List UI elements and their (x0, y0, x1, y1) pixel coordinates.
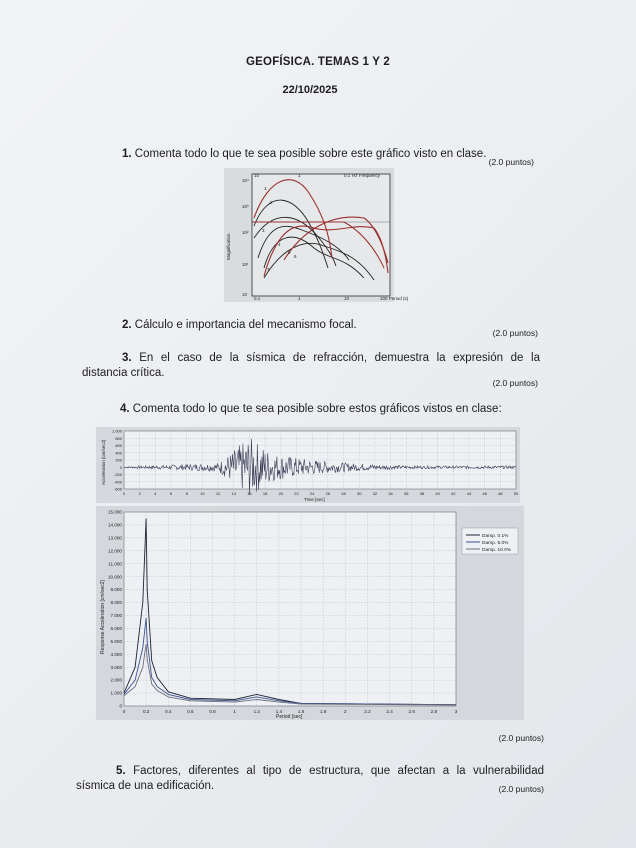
question-3-text-line-1: En el caso de la sísmica de refracción, demuestra la expresión de la (139, 352, 540, 364)
rs-y-tick: 3.000 (110, 664, 122, 670)
question-3-points: (2.0 puntos) (492, 378, 538, 388)
acc-x-tick: 24 (309, 491, 315, 496)
rs-y-tick: 12.000 (107, 548, 122, 554)
acc-y-tick: 1.000 (111, 428, 122, 434)
question-1-number: 1. (122, 148, 132, 160)
acc-x-tick: 50 (513, 491, 519, 496)
acc-x-tick: 40 (435, 491, 440, 496)
curve-label-6: 6 (294, 254, 297, 259)
fig1-y-tick: 10³ (242, 204, 249, 209)
question-3-text-line-2: distancia crítica. (82, 367, 165, 379)
rs-y-tick: 14.000 (107, 522, 122, 528)
rs-y-tick: 15.000 (107, 509, 122, 515)
acc-x-tick: 10 (200, 491, 205, 496)
rs-x-tick: 1 (233, 709, 236, 714)
accelerogram-chart (96, 427, 520, 503)
acc-x-tick: 38 (419, 491, 425, 496)
question-5-number: 5. (116, 765, 126, 777)
acc-x-tick: 22 (294, 491, 299, 496)
question-5-text-line-1: Factores, diferentes al tipo de estructura, que afectan a la vulnerabilidad (133, 765, 544, 777)
acc-x-tick: 34 (388, 491, 393, 496)
fig1-y-tick: 10¹ (242, 262, 249, 267)
accelerogram-y-axis-label: Acceleration [cm/sec2] (101, 439, 106, 485)
acc-x-tick: 42 (451, 491, 456, 496)
spectrum-x-axis-label: Period [sec] (276, 714, 303, 720)
rs-x-tick: 1.8 (320, 709, 327, 714)
exam-title: GEOFÍSICA. TEMAS 1 Y 2 (246, 56, 390, 68)
rs-x-tick: 2.8 (430, 709, 438, 714)
acc-x-tick: 36 (404, 491, 409, 496)
acc-x-tick: 48 (498, 491, 503, 496)
curve-label-1: 1 (264, 186, 267, 191)
rs-y-tick: 1.000 (110, 690, 122, 696)
acc-x-tick: 12 (215, 491, 221, 496)
rs-x-tick: 0.4 (165, 709, 172, 714)
rs-x-tick: 1.2 (253, 709, 260, 714)
acc-x-tick: 0 (122, 491, 126, 496)
acc-y-tick: -600 (113, 486, 122, 492)
rs-y-tick: 4.000 (110, 651, 122, 657)
acc-y-tick: 200 (115, 457, 122, 463)
curve-label-7: 7 (267, 267, 270, 272)
acc-y-tick: 400 (115, 450, 122, 456)
question-3-number: 3. (122, 352, 132, 364)
rs-x-tick: 0.6 (187, 709, 194, 714)
question-4-points: (2.0 puntos) (498, 733, 544, 743)
acc-x-tick: 30 (356, 491, 362, 496)
fig1-y-tick: 10² (242, 230, 249, 235)
acc-y-tick: 600 (115, 443, 122, 448)
response-spectrum-chart (96, 506, 524, 720)
rs-y-tick: 9.000 (110, 587, 122, 593)
question-2-text: Cálculo e importancia del mecanismo focal. (134, 319, 357, 331)
question-4-number: 4. (120, 403, 130, 415)
question-1 (122, 147, 502, 162)
rs-x-tick: 1.6 (297, 709, 305, 714)
curve-label-3: 3 (262, 228, 265, 233)
top-axis-label: Hz Frequency (352, 173, 381, 178)
question-2-number: 2. (122, 319, 132, 331)
figure-accelerogram (96, 427, 520, 503)
question-5-points: (2.0 puntos) (498, 784, 544, 794)
fig1-x-tick: 1 (298, 296, 301, 301)
figure-seismograph-response (224, 168, 409, 302)
rs-x-tick: 3 (454, 709, 458, 714)
rs-x-tick: 2.2 (364, 709, 371, 714)
acc-x-tick: 26 (325, 491, 331, 496)
rs-x-tick: 2.4 (386, 709, 393, 714)
curve-label-5: 5 (288, 250, 291, 255)
curve-label-4: 4 (278, 242, 281, 247)
rs-y-tick: 8.000 (110, 600, 122, 606)
seismograph-response-chart (224, 168, 409, 302)
legend-damp-10-0: Damp. 10.0% (482, 548, 512, 553)
question-3-line-1 (122, 351, 540, 366)
acc-x-tick: 18 (262, 491, 268, 496)
rs-x-tick: 1.4 (275, 709, 283, 714)
acc-y-tick: 800 (115, 435, 122, 441)
rs-x-tick: 2.6 (408, 709, 415, 714)
rs-y-tick: 10.000 (107, 574, 122, 580)
rs-x-tick: 0.8 (209, 709, 216, 714)
fig1-top-tick: 1 (298, 173, 301, 178)
acc-x-tick: 28 (341, 491, 346, 496)
legend-damp-5-0: Damp. 5.0% (482, 541, 509, 546)
fig1-top-tick: 0.1 (344, 173, 351, 178)
rs-y-tick: 0 (119, 703, 122, 709)
exam-date: 22/10/2025 (282, 84, 338, 96)
rs-y-tick: 5.000 (110, 638, 122, 644)
question-1-text: Comenta todo lo que te sea posible sobre este gráfico visto en clase. (134, 148, 487, 160)
acc-y-tick: -200 (113, 472, 122, 477)
curve-label-2: 2 (270, 200, 273, 205)
acc-x-tick: 6 (169, 491, 173, 496)
legend-damp-0-1: Damp. 0.1% (482, 534, 509, 539)
fig1-x-tick: 0.1 (254, 296, 261, 301)
rs-x-tick: 0 (122, 709, 126, 714)
rs-y-tick: 2.000 (110, 677, 122, 683)
fig1-y-tick: 10 (242, 292, 248, 297)
spectrum-legend (462, 528, 518, 554)
rs-x-tick: 2 (344, 709, 347, 714)
rs-y-tick: 13.000 (107, 535, 122, 541)
acc-x-tick: 14 (231, 491, 236, 496)
fig1-x-tick: 10 (344, 296, 350, 301)
acc-x-tick: 46 (482, 491, 487, 496)
spectrum-y-axis-label: Response Acceleration [cm/sec2] (100, 580, 106, 654)
acc-x-tick: 32 (372, 491, 378, 496)
figure-response-spectrum (96, 506, 524, 720)
acc-x-tick: 8 (185, 491, 188, 496)
question-5-line-1 (116, 764, 544, 779)
fig1-x-tick: 100 Period (s) (380, 296, 409, 301)
question-1-points: (2.0 puntos) (488, 157, 534, 167)
accelerogram-x-axis-label: Time [sec] (304, 497, 325, 502)
question-4 (120, 402, 540, 417)
acc-x-tick: 44 (466, 491, 472, 496)
acc-x-tick: 16 (247, 491, 252, 496)
question-2-points: (2.0 puntos) (492, 328, 538, 338)
question-4-text: Comenta todo lo que te sea posible sobre estos gráficos vistos en clase: (132, 403, 502, 415)
rs-x-tick: 0.2 (142, 709, 150, 714)
y-axis-label: Magnification (226, 233, 231, 260)
acc-y-tick: -400 (113, 479, 122, 485)
rs-y-tick: 6.000 (110, 626, 122, 631)
rs-y-tick: 7.000 (110, 613, 122, 619)
fig1-top-tick: 10 (254, 173, 260, 178)
fig1-y-tick: 10⁴ (242, 178, 249, 183)
acc-x-tick: 4 (154, 491, 157, 496)
acc-y-tick: 0 (119, 464, 122, 470)
acc-x-tick: 20 (278, 491, 284, 496)
acc-x-tick: 2 (138, 491, 141, 496)
rs-y-tick: 11.000 (108, 561, 122, 567)
question-5-text-line-2: sísmica de una edificación. (76, 780, 215, 792)
